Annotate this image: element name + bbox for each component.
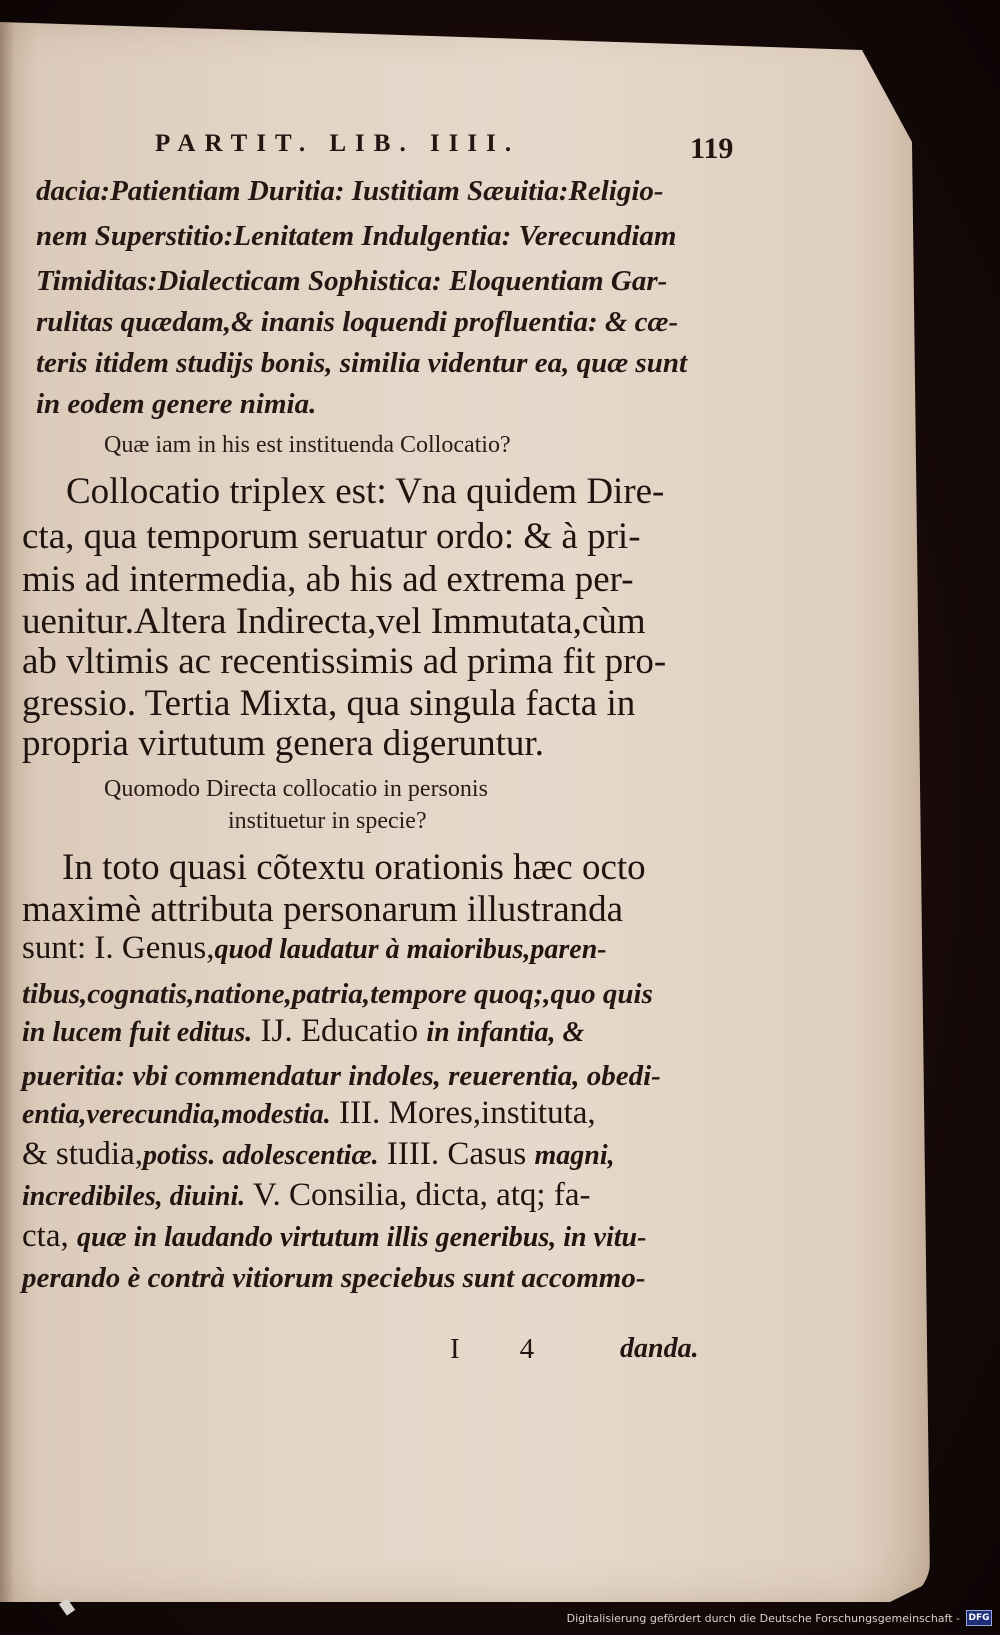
text-line: cta, qua temporum seruatur ordo: & à pri-: [22, 516, 641, 557]
text-line: rulitas quædam,& inanis loquendi profluentia: & cæ-: [36, 306, 679, 338]
text-span: & studia,: [22, 1136, 143, 1172]
text-line: dacia:Patientiam Duritia: Iustitiam Sæuitia:Religio-: [36, 175, 664, 207]
signature-letter: I: [450, 1333, 460, 1365]
text-line: pueritia: vbi commendatur indoles, reuerentia, obedi-: [22, 1060, 661, 1092]
text-line: perando è contrà vitiorum speciebus sunt accommo-: [22, 1262, 646, 1294]
italic-span: quæ in laudando virtutum illis generibus, in vitu-: [76, 1222, 647, 1253]
text-line: gressio. Tertia Mixta, qua singula facta in: [22, 683, 636, 724]
text-span: III. Mores,instituta,: [330, 1095, 596, 1131]
text-span: V. Consilia, dicta, atq; fa-: [245, 1177, 591, 1213]
question-heading-1: Quæ iam in his est instituenda Collocatio?: [104, 432, 511, 458]
italic-span: incredibiles, diuini.: [22, 1181, 246, 1212]
text-line: uenitur.Altera Indirecta,vel Immutata,cùm: [22, 601, 646, 642]
italic-span: magni,: [534, 1140, 615, 1171]
text-line: Collocatio triplex est: Vna quidem Dire-: [66, 471, 665, 512]
text-span: IJ. Educatio: [252, 1013, 427, 1049]
signature-number: 4: [519, 1333, 535, 1365]
question-line: Quomodo Directa collocatio in personis: [104, 776, 488, 802]
italic-span: entia,verecundia,modestia.: [22, 1099, 331, 1130]
page-number: 119: [690, 132, 734, 165]
italic-span: quod laudatur à maioribus,paren-: [214, 934, 607, 965]
text-line: [22, 1013, 742, 1050]
text-line: Timiditas:Dialecticam Sophistica: Eloquentiam Gar-: [36, 265, 668, 297]
italic-span: potiss. adolescentiæ.: [143, 1140, 379, 1171]
text-line: [22, 1177, 742, 1214]
italic-span: in lucem fuit editus.: [22, 1017, 253, 1048]
text-line: propria virtutum genera digeruntur.: [22, 723, 544, 764]
text-line: teris itidem studijs bonis, similia videntur ea, quæ sunt: [36, 347, 688, 379]
text-line: nem Superstitio:Lenitatem Indulgentia: Verecundiam: [36, 220, 677, 252]
text-line: tibus,cognatis,natione,patria,tempore quoq;,quo quis: [22, 978, 653, 1010]
text-line: In toto quasi cõtextu orationis hæc octo: [62, 847, 646, 888]
text-line: ab vltimis ac recentissimis ad prima fit pro-: [22, 641, 667, 682]
running-head: PARTIT. LIB. IIII.: [155, 130, 521, 157]
catchword: danda.: [620, 1333, 699, 1364]
text-line: [22, 1095, 742, 1132]
question-line: instituetur in specie?: [228, 808, 427, 834]
credit-text: Digitalisierung gefördert durch die Deutsche Forschungsgemeinschaft -: [566, 1611, 960, 1625]
text-line: [22, 1136, 742, 1173]
text-line: maximè attributa personarum illustranda: [22, 889, 624, 930]
italic-span: in infantia, &: [426, 1017, 585, 1048]
text-line: [22, 1218, 742, 1255]
text-line: [22, 930, 742, 967]
text-span: sunt: I. Genus,: [22, 930, 215, 966]
text-span: IIII. Casus: [378, 1136, 535, 1172]
text-span: cta,: [22, 1218, 77, 1254]
digitization-credit: [567, 1607, 992, 1629]
text-line: mis ad intermedia, ab his ad extrema per-: [22, 559, 634, 600]
dfg-logo-icon: DFG: [966, 1610, 992, 1626]
text-line: in eodem genere nimia.: [36, 388, 317, 420]
